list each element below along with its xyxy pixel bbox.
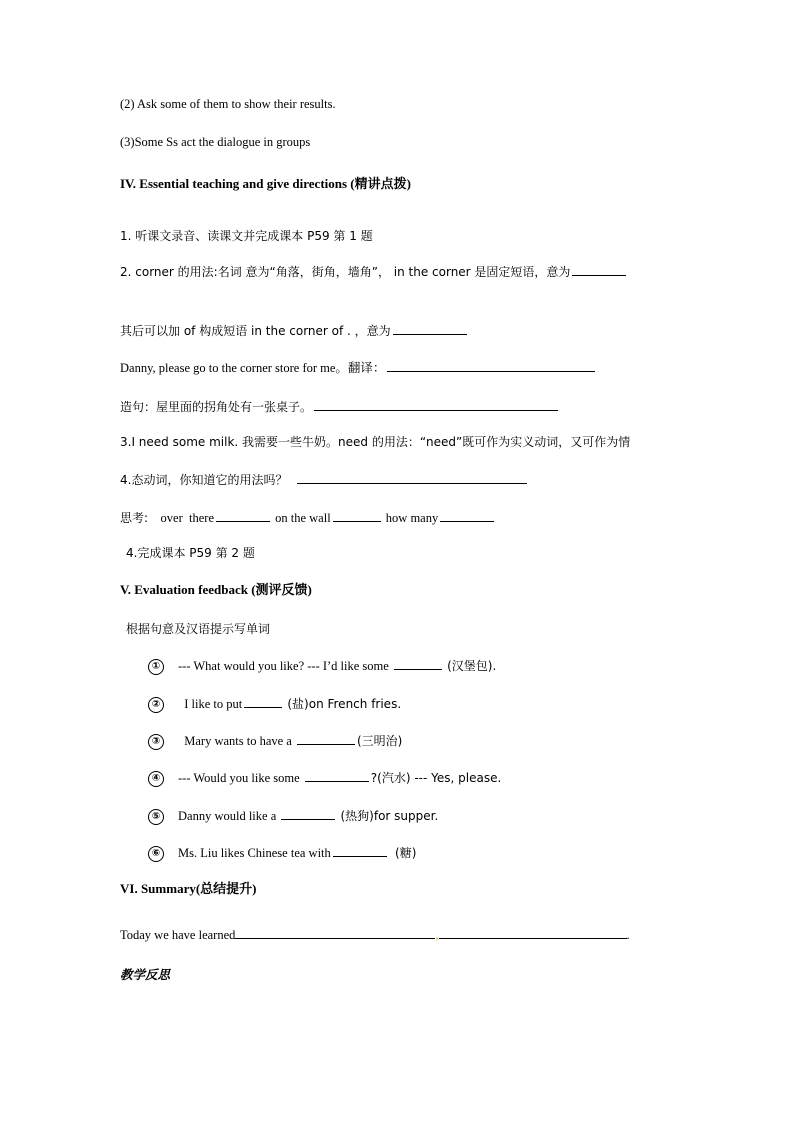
need-usage: 3.I need some milk. 我需要一些牛奶。need 的用法：“need”既可作为实义动词，又可作为情 <box>120 435 631 449</box>
item-blank[interactable] <box>281 807 335 820</box>
think-wall-blank[interactable] <box>333 509 381 522</box>
corner-of-text: 其后可以加 of 构成短语 in the corner of . ，意为 <box>120 324 391 338</box>
item-hint: (热狗)for supper. <box>340 809 439 823</box>
item-hint: (汉堡包). <box>447 659 497 673</box>
section-5-instruction: 根据句意及汉语提示写单词 <box>126 622 271 636</box>
item-number: ④ <box>148 771 164 787</box>
exercise-item-4 <box>148 769 501 787</box>
exercise-item-6 <box>148 844 416 862</box>
think-there: there <box>189 511 214 525</box>
item-prompt: Ms. Liu likes Chinese tea with <box>178 846 331 860</box>
item-prompt: --- Would you like some <box>178 771 300 785</box>
corner-usage-text: 2. corner 的用法:名词 意为“角落，街角，墙角”， in the corner 是固定短语，意为 <box>120 265 571 279</box>
summary-blank-1[interactable] <box>235 926 435 939</box>
summary-blank-2[interactable] <box>439 926 627 939</box>
item-hint: (糖) <box>395 846 417 860</box>
item-number: ③ <box>148 734 164 750</box>
item-blank[interactable] <box>305 769 369 782</box>
think-label: 思考: <box>120 511 149 525</box>
item-hint: (三明治) <box>356 734 403 748</box>
exercise-item-3 <box>148 732 402 750</box>
think-line <box>120 509 496 526</box>
task-4: 4.完成课本 P59 第 2 题 <box>126 546 255 560</box>
item-number: ① <box>148 659 164 675</box>
exercise-item-2 <box>148 695 401 713</box>
item-number: ② <box>148 697 164 713</box>
sentence-blank[interactable] <box>314 398 558 411</box>
step-3: (3)Some Ss act the dialogue in groups <box>120 135 311 149</box>
corner-meaning-blank[interactable] <box>572 263 626 276</box>
item-prompt: Mary wants to have a <box>184 734 292 748</box>
item-prompt: --- What would you like? --- I’d like some <box>178 659 389 673</box>
step-2: (2) Ask some of them to show their results. <box>120 97 336 111</box>
task-1: 1. 听课文录音、读课文并完成课本 P59 第 1 题 <box>120 229 373 243</box>
corner-of-usage <box>120 322 469 339</box>
item-hint: ?(汽水) --- Yes, please. <box>370 771 502 785</box>
exercise-item-1 <box>148 657 496 675</box>
exercise-item-5 <box>148 807 438 825</box>
summary-text: Today we have learned <box>120 928 236 942</box>
item-blank[interactable] <box>333 844 387 857</box>
sentence-making <box>120 398 560 415</box>
summary-comma: , <box>435 928 439 942</box>
think-there-blank[interactable] <box>216 509 270 522</box>
think-over: over <box>160 511 183 525</box>
teaching-reflection: 教学反思 <box>120 967 171 982</box>
item-blank[interactable] <box>244 695 282 708</box>
sentence-making-text: 造句：屋里面的拐角处有一张桌子。 <box>120 400 313 414</box>
section-4-heading: IV. Essential teaching and give directions (精讲点拨) <box>120 176 411 191</box>
think-wall: on the wall <box>275 511 331 525</box>
item-number: ⑥ <box>148 846 164 862</box>
summary-line <box>120 926 630 943</box>
summary-period: . <box>626 928 630 942</box>
item-number: ⑤ <box>148 809 164 825</box>
translate-text: Danny, please go to the corner store for me。翻译： <box>120 361 386 375</box>
modal-blank[interactable] <box>297 471 527 484</box>
item-prompt: Danny would like a <box>178 809 277 823</box>
translate-line <box>120 359 597 376</box>
modal-question-text: 4.态动词，你知道它的用法吗？ <box>120 473 288 487</box>
item-hint: (盐)on French fries. <box>287 697 402 711</box>
item-blank[interactable] <box>297 732 355 745</box>
item-prompt: I like to put <box>184 697 243 711</box>
think-howmany: how many <box>385 511 439 525</box>
section-6-heading: VI. Summary(总结提升) <box>120 881 257 896</box>
corner-of-blank[interactable] <box>393 322 467 335</box>
item-blank[interactable] <box>394 657 442 670</box>
section-5-heading: V. Evaluation feedback (测评反馈) <box>120 582 312 597</box>
translate-blank[interactable] <box>387 359 595 372</box>
corner-usage <box>120 263 628 280</box>
think-howmany-blank[interactable] <box>440 509 494 522</box>
modal-question <box>120 471 529 488</box>
